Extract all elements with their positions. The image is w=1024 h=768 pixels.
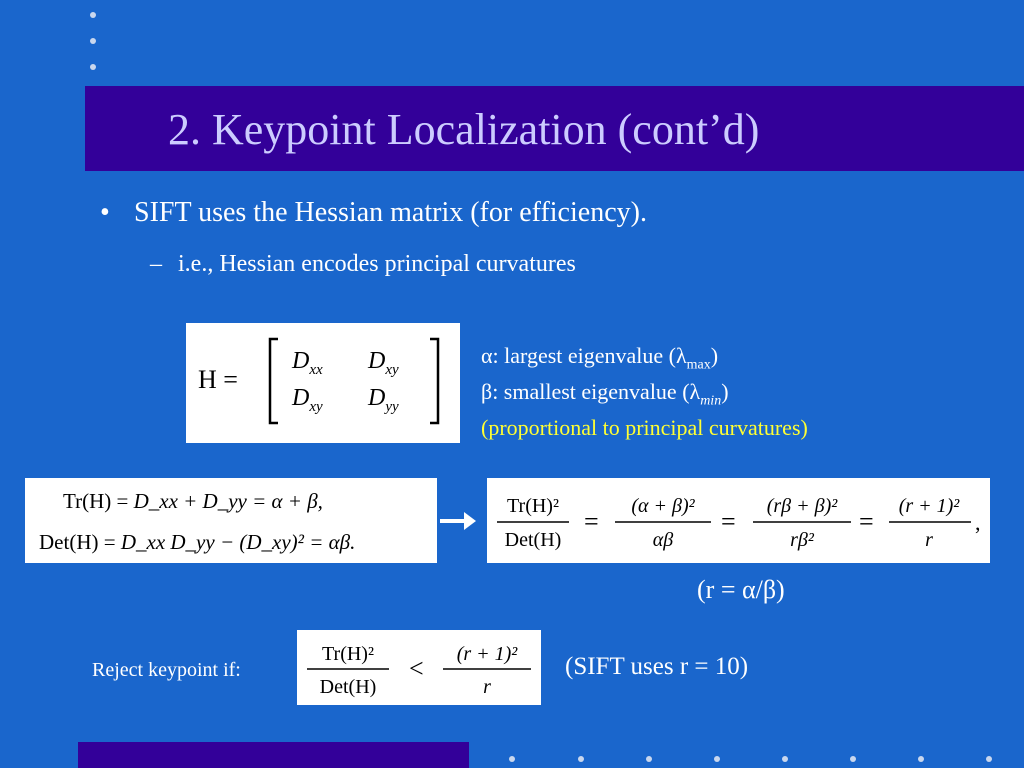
matrix-cell-dxy-top: $D_{xy}$ [368, 348, 399, 378]
decor-dot [850, 756, 856, 762]
decor-dot [578, 756, 584, 762]
bottom-band [78, 742, 469, 768]
equals-sign: = [584, 507, 599, 536]
matrix-lhs: H = [198, 365, 238, 394]
eigenvalue-info [481, 338, 808, 446]
bullet-text: SIFT uses the Hessian matrix (for efficiency). [134, 197, 647, 228]
alpha-line: α: largest eigenvalue $(\lambda_{max})$ [481, 343, 719, 373]
decor-dot [90, 38, 96, 44]
ratio-f3-den: rβ² [790, 529, 814, 551]
hessian-matrix-box [186, 323, 460, 443]
slide-title: 2. Keypoint Localization (cont’d) [168, 105, 760, 154]
trace-equation: Tr(H) = D_xx + D_yy = α + β, [63, 489, 323, 513]
decor-dot [986, 756, 992, 762]
ratio-f3-num: (rβ + β)² [766, 495, 838, 517]
sub-bullet-item [150, 251, 576, 278]
ratio-f2-den: αβ [652, 529, 674, 551]
right-arrow-icon [440, 519, 472, 523]
sub-bullet-marker: – [150, 251, 162, 277]
bullet-marker: • [100, 197, 110, 228]
equals-sign: = [721, 507, 736, 536]
sub-bullet-text: i.e., Hessian encodes principal curvatures [178, 251, 576, 277]
ratio-f2-num: (α + β)² [631, 495, 695, 517]
ratio-tr: Tr(H)² [507, 495, 559, 517]
less-than-sign: < [409, 654, 424, 683]
ratio-formula [487, 478, 990, 563]
matrix-cell-dxx: $D_{xx}$ [292, 348, 323, 378]
decor-dot [90, 64, 96, 70]
reject-det: Det(H) [319, 676, 377, 698]
reject-condition-box [297, 630, 541, 705]
trace-det-box [25, 478, 437, 563]
ratio-det: Det(H) [504, 529, 562, 551]
reject-rhs-den: r [483, 676, 491, 698]
decor-dot [646, 756, 652, 762]
sift-r-note: (SIFT uses r = 10) [565, 653, 749, 680]
reject-tr: Tr(H)² [322, 643, 374, 665]
ratio-formula-box [487, 478, 990, 563]
matrix-cell-dxy-bottom: $D_{xy}$ [292, 385, 323, 415]
trace-det-formula [25, 478, 437, 563]
equals-sign: = [859, 507, 874, 536]
decor-dot [714, 756, 720, 762]
right-bracket [430, 339, 438, 423]
r-definition: (r = α/β) [697, 575, 785, 604]
ratio-f4-den: r [925, 529, 933, 551]
reject-condition-formula [297, 630, 541, 705]
matrix-cell-dyy: $D_{yy}$ [368, 385, 399, 415]
left-bracket [270, 339, 278, 423]
bullet-item-1 [100, 197, 647, 229]
det-equation: Det(H) = D_xx D_yy − (D_xy)² = αβ. [39, 530, 356, 554]
reject-rhs-num: (r + 1)² [456, 643, 518, 665]
beta-line: β: smallest eigenvalue $(\lambda_{min})$ [481, 379, 729, 409]
decor-dot [918, 756, 924, 762]
trailing-comma: , [975, 510, 981, 535]
decor-dot [782, 756, 788, 762]
ratio-f4-num: (r + 1)² [898, 495, 960, 517]
decor-dot [90, 12, 96, 18]
hessian-matrix-formula [186, 323, 460, 443]
reject-label: Reject keypoint if: [92, 659, 241, 681]
decor-dot [509, 756, 515, 762]
curvature-note: (proportional to principal curvatures) [481, 415, 808, 440]
